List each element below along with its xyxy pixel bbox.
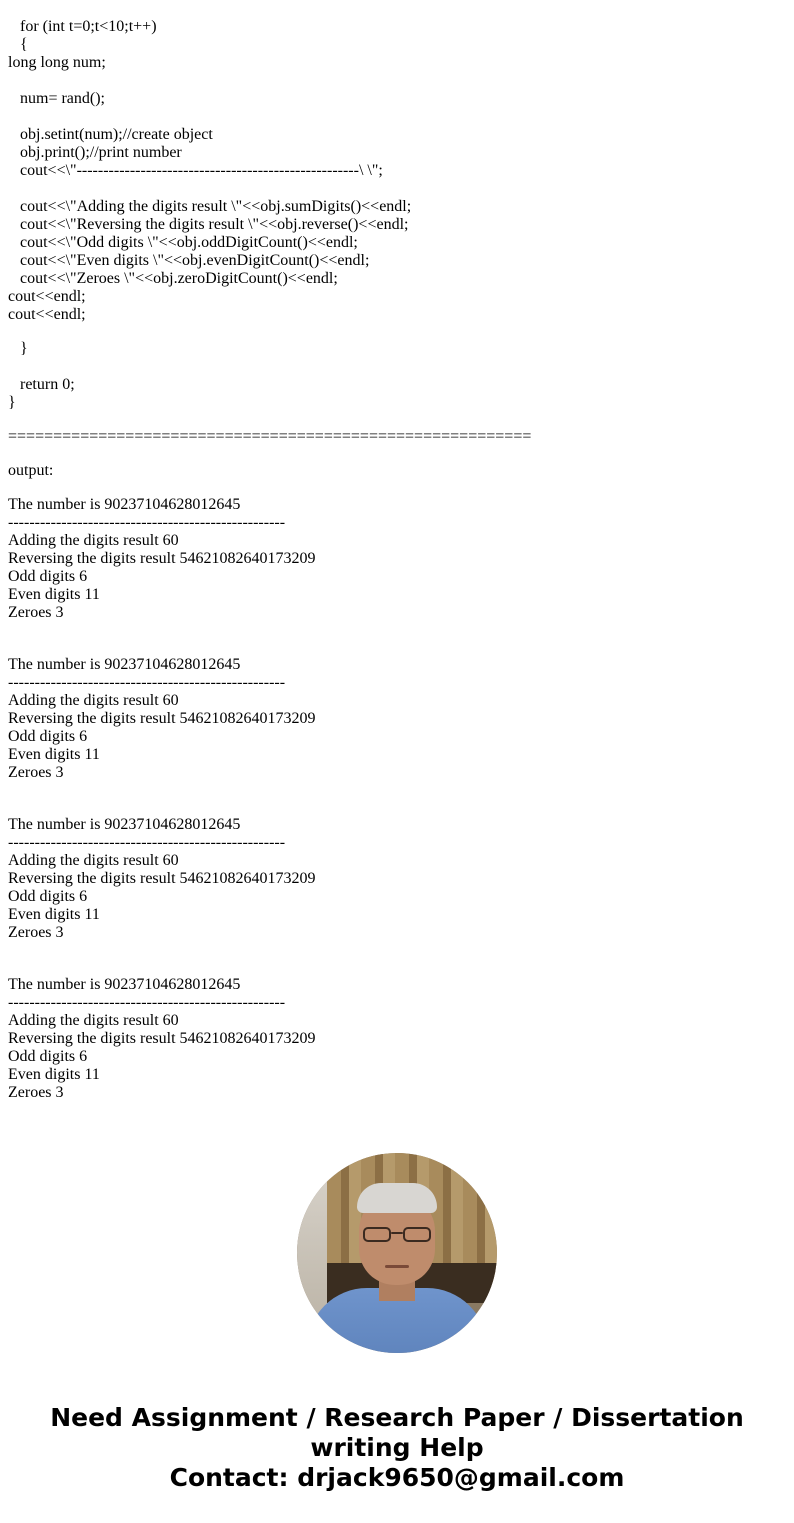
output-dashes: ---------------------------------------------------- — [8, 994, 286, 1011]
output-even: Even digits 11 — [8, 906, 100, 923]
output-zero: Zeroes 3 — [8, 604, 64, 621]
code-line: cout<<\"Even digits \"<<obj.evenDigitCount()<<endl; — [8, 252, 370, 269]
output-reverse: Reversing the digits result 54621082640173209 — [8, 1030, 316, 1047]
separator: ========================================================== — [8, 428, 532, 445]
output-dashes: ---------------------------------------------------- — [8, 514, 286, 531]
code-line: cout<<endl; — [8, 306, 86, 323]
output-zero: Zeroes 3 — [8, 764, 64, 781]
code-line: cout<<\"Adding the digits result \"<<obj.sumDigits()<<endl; — [8, 198, 412, 215]
output-sum: Adding the digits result 60 — [8, 1012, 179, 1029]
output-number: The number is 90237104628012645 — [8, 976, 241, 993]
code-line: return 0; — [8, 376, 75, 393]
promo-banner — [0, 1403, 794, 1493]
output-reverse: Reversing the digits result 54621082640173209 — [8, 870, 316, 887]
output-label: output: — [8, 462, 54, 479]
code-line: } — [8, 394, 16, 411]
output-sum: Adding the digits result 60 — [8, 692, 179, 709]
output-zero: Zeroes 3 — [8, 924, 64, 941]
code-line: { — [8, 36, 28, 53]
output-odd: Odd digits 6 — [8, 728, 88, 745]
output-number: The number is 90237104628012645 — [8, 816, 241, 833]
promo-line: writing Help — [310, 1433, 484, 1462]
output-even: Even digits 11 — [8, 1066, 100, 1083]
output-reverse: Reversing the digits result 54621082640173209 — [8, 710, 316, 727]
output-reverse: Reversing the digits result 54621082640173209 — [8, 550, 316, 567]
output-number: The number is 90237104628012645 — [8, 496, 241, 513]
promo-line: Need Assignment / Research Paper / Dissertation — [50, 1403, 744, 1432]
output-odd: Odd digits 6 — [8, 1048, 88, 1065]
author-photo — [297, 1153, 497, 1353]
code-line: for (int t=0;t<10;t++) — [8, 18, 157, 35]
output-block — [8, 656, 786, 782]
document-body — [8, 0, 786, 1102]
code-line: cout<<\"-----------------------------------------------------\ \"; — [8, 162, 383, 179]
code-line: cout<<\"Odd digits \"<<obj.oddDigitCount()<<endl; — [8, 234, 358, 251]
output-block — [8, 976, 786, 1102]
output-odd: Odd digits 6 — [8, 568, 88, 585]
code-line: num= rand(); — [8, 90, 105, 107]
output-dashes: ---------------------------------------------------- — [8, 834, 286, 851]
code-line: cout<<\"Reversing the digits result \"<<obj.reverse()<<endl; — [8, 216, 409, 233]
output-dashes: ---------------------------------------------------- — [8, 674, 286, 691]
code-line: cout<<endl; — [8, 288, 86, 305]
promo-contact: Contact: drjack9650@gmail.com — [169, 1463, 625, 1492]
code-line: obj.print();//print number — [8, 144, 182, 161]
output-block — [8, 496, 786, 622]
output-block — [8, 816, 786, 942]
code-line: long long num; — [8, 54, 106, 71]
code-line: obj.setint(num);//create object — [8, 126, 213, 143]
output-even: Even digits 11 — [8, 746, 100, 763]
output-even: Even digits 11 — [8, 586, 100, 603]
output-number: The number is 90237104628012645 — [8, 656, 241, 673]
output-sum: Adding the digits result 60 — [8, 852, 179, 869]
code-line: } — [8, 340, 28, 357]
output-odd: Odd digits 6 — [8, 888, 88, 905]
output-zero: Zeroes 3 — [8, 1084, 64, 1101]
code-line: cout<<\"Zeroes \"<<obj.zeroDigitCount()<<endl; — [8, 270, 338, 287]
output-sum: Adding the digits result 60 — [8, 532, 179, 549]
